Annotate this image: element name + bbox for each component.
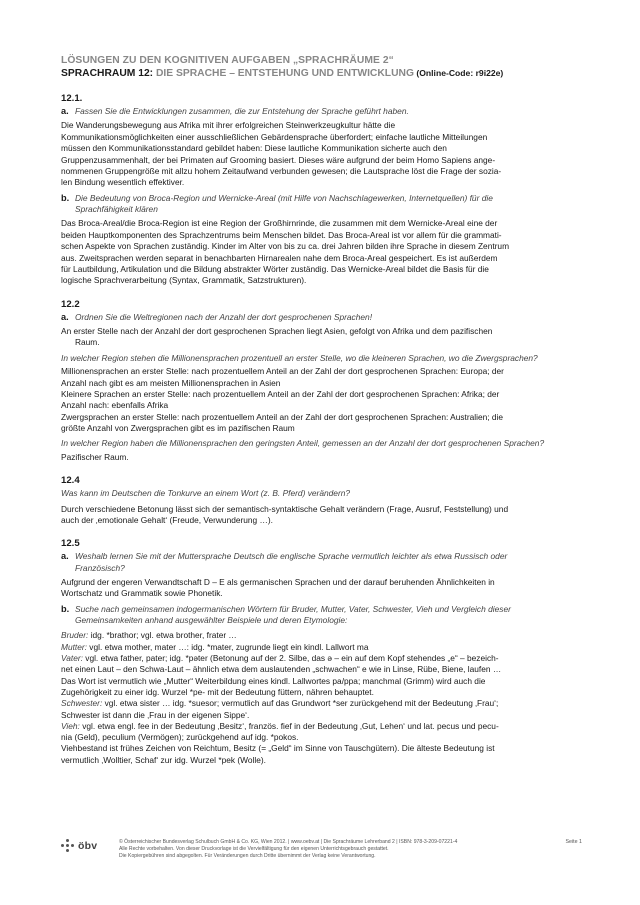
etymology-line [61,630,579,641]
answer-line: Wortschatz und Grammatik sowie Phonetik. [61,588,223,599]
answer-line: Anzahl nach gibt es am meisten Millionensprachen in Asien [61,377,281,388]
etymology-line [61,676,579,687]
etymology-line [61,732,579,743]
answer-line: Die Wanderungsbewegung aus Afrika mit ihrer erfolgreichen Steinwerkzeugkultur hätte die [61,120,396,131]
task-letter: a. [61,311,69,322]
question-line: Sprachfähigkeit klären [75,204,158,215]
etymology-text: Das Wort ist vermutlich wie „Mutter“ Weiterbildung eines kindl. Lallwortes pa/ppa; manchmal (Grimm) wird auch die [61,675,486,686]
copyright-line: Alle Rechte vorbehalten. Von dieser Druckvorlage ist die Vervielfältigung für den eigenen Unterrichtsgebrauch gestattet. [119,846,389,853]
publisher-dots-icon [61,839,74,852]
etymology-text: vermutlich ‚Wolltier, Schaf‘ zur idg. Wurzel *pek (Wolle). [61,754,266,765]
subtitle-prefix: SPRACHRAUM 12: [61,68,154,79]
etymology-text: vgl. etwa engl. fee in der Bedeutung ‚Besitz‘, französ. fief in der Bedeutung ‚Gut, Lehen‘ und lat. pecus und pecu- [79,720,499,731]
etymology-list [61,630,579,766]
etymology-text: vgl. etwa mother, mater …: idg. *mater, zugrunde liegt ein kindl. Lallwort ma [86,641,369,652]
copyright-notice [119,839,552,861]
answer-line: logische Sprachverarbeitung (Syntax, Grammatik, Satzstrukturen). [61,275,307,286]
etymology-line [61,721,579,732]
answer-line: Millionensprachen an erster Stelle: nach prozentuellem Anteil an der Zahl der dort gesprochenen Sprachen: Europa; der [61,366,504,377]
etymology-line [61,664,579,675]
etymology-text: Schwester ist dann die ‚Frau in der eigenen Sippe‘. [61,709,250,720]
etymology-line [61,698,579,709]
answer-line: Kommunikationsmöglichkeiten einer ausschließlichen Gebärdensprache überfordert; einfache lautliche Mitteilungen [61,131,488,142]
task-question: Fassen Sie die Entwicklungen zusammen, die zur Entstehung der Sprache geführt haben. [75,106,409,116]
online-code: (Online-Code: r9i22e) [413,68,504,78]
etymology-text: idg. *brathor; vgl. etwa brother, frater … [88,630,237,641]
answer-12-1-a [61,120,579,188]
task-letter: a. [61,106,69,116]
answer-line: Raum. [75,337,100,348]
section-number-12-2: 12.2 [61,298,80,310]
question-line: Gemeinsamkeiten anhand ausgewählter Beispiele und deren Etymologie: [75,615,348,626]
answer-line: schen Aspekte von Sprachen zuständig. Kinder im Alter von bis zu ca. drei Jahren bilden ihre Sprache in diesem Zentrum [61,241,510,252]
copyright-line: © Österreichischer Bundesverlag Schulbuch GmbH & Co. KG, Wien 2012. | www.oebv.at | Die Sprachräume Lehrerband 2 | ISBN: 978-3-209-07221-4 [119,839,458,845]
etymology-text: net einen Laut – den Schwa-Laut – ähnlich etwa dem auslautenden „schwachen“ e wie in Linse, Rübe, Biene, laufen … [61,664,502,675]
answer-line: len Bindung wesentlich effektiver. [61,177,185,188]
question-line: Suche nach gemeinsamen indogermanischen Wörtern für Bruder, Mutter, Vater, Schwester, Vieh und Vergleich dieser [75,603,511,614]
answer-line: nommenen Gruppengröße mit allzu hohem Zeitaufwand verbunden gewesen; die Lautsprache löst die Frage der sozia- [61,165,502,176]
section-number-12-1: 12.1. [61,93,83,104]
etymology-term: Vater: [61,653,83,664]
task-letter: a. [61,551,69,562]
etymology-term: Vieh: [61,720,80,731]
task-12-4: Was kann im Deutschen die Tonkurve an einem Wort (z. B. Pferd) verändern? [61,488,351,499]
task-letter: b. [61,192,70,203]
subtitle-main: DIE SPRACHE – ENTSTEHUNG UND ENTWICKLUNG [153,68,414,79]
etymology-line [61,755,579,766]
answer-line: größte Anzahl von Zwergsprachen gibt es im pazifischen Raum [61,423,295,434]
answer-12-1-b [61,218,579,286]
task-question [75,551,507,574]
publisher-logo-text: öbv [78,839,98,852]
answer-12-2-question-3: Pazifischer Raum. [61,451,129,462]
etymology-line [61,687,579,698]
answer-line: Durch verschiedene Betonung lässt sich der semantisch-syntaktische Gehalt verändern (Frage, Ausruf, Feststellung) und [61,503,509,514]
etymology-term: Mutter: [61,641,87,652]
answer-line: beiden Hauptkomponenten des Sprachzentrums beim Menschen bildet. Das Broca-Areal ist vor allem für die grammati- [61,229,502,240]
task-question [75,193,493,216]
document-subtitle [61,67,579,80]
etymology-text: Viehbestand ist frühes Zeichen von Reichtum, Besitz (= „Geld“ im Sinne von Tauschgütern). Die älteste Bedeutung ist [61,743,495,754]
etymology-line [61,642,579,653]
answer-12-2-a [61,326,579,349]
copyright-line: Die Kopiergebühren sind abgegolten. Für Veränderungen durch Dritte übernimmt der Verlag keine Verantwortung. [119,853,376,860]
task-12-1-a [61,106,579,117]
section-number-12-5: 12.5 [61,538,80,550]
question-line: Französisch? [75,562,125,573]
task-question: Ordnen Sie die Weltregionen nach der Anzahl der dort gesprochenen Sprachen! [75,311,373,322]
etymology-text: vgl. etwa father, pater; idg. *pǝter (Betonung auf der 2. Silbe, das ǝ – ein auf dem Kopf stehendes „e“ – bezeich- [82,653,499,664]
etymology-term: Bruder: [61,630,89,641]
answer-line: Gruppenzusammenhalt, der bei Primaten auf Grooming basiert. Dieses wäre aufgrund der beim Homo Sapiens ange- [61,154,496,165]
answer-line: Das Broca-Areal/die Broca-Region ist eine Region der Großhirnrinde, die zusammen mit dem Wernicke-Areal eine der [61,218,498,229]
task-12-2-a [61,312,579,323]
answer-line: müssen den Kommunikationsstandard gebildet haben: Diese lautliche Kommunikation sicherte auch den [61,143,447,154]
task-12-2-question-3: In welcher Region haben die Millionensprachen den geringsten Anteil, gemessen an der Anzahl der dort gesprochenen Sprachen? [61,437,545,448]
task-12-2-question-2: In welcher Region stehen die Millionensprachen prozentuell an erster Stelle, wo die kleineren Sprachen, wo die Zwergsprachen? [61,352,538,363]
document-title: LÖSUNGEN ZU DEN KOGNITIVEN AUFGABEN „SPRACHRÄUME 2“ [61,55,394,66]
task-letter: b. [61,603,70,614]
answer-line: auch der ‚emotionale Gehalt‘ (Freude, Verwunderung …). [61,515,273,526]
answer-line: Kleinere Sprachen an erster Stelle: nach prozentuellem Anteil an der Zahl der dort gesprochenen Sprachen: Afrika; der [61,388,500,399]
etymology-text: Zugehörigkeit zu einer idg. Wurzel *pe- mit der Bedeutung füttern, nähren behauptet. [61,686,374,697]
etymology-line [61,710,579,721]
answer-12-5-a [61,577,579,600]
etymology-line [61,653,579,664]
answer-line: An erster Stelle nach der Anzahl der dort gesprochenen Sprachen liegt Asien, gefolgt von Afrika und dem pazifischen [61,326,493,337]
page-number: Seite 1 [565,839,582,845]
task-12-5-a [61,551,579,574]
task-12-5-b [61,604,579,627]
publisher-logo [61,839,119,852]
etymology-term: Schwester: [61,698,103,709]
question-line: Die Bedeutung von Broca-Region und Wernicke-Areal (mit Hilfe von Nachschlagewerken, Internetquellen) für die [75,192,493,203]
etymology-text: vgl. etwa sister … idg. *suesor; vermutlich auf das Grundwort *ser zurückgehend mit der Bedeutung ‚Frau‘; [102,698,499,709]
etymology-line [61,743,579,754]
answer-line: Aufgrund der engeren Verwandtschaft D – E als germanischen Sprachen und der darauf beruhenden Ähnlichkeiten in [61,577,495,588]
answer-12-2-question-2 [61,366,579,434]
answer-line: für Lautbildung, Artikulation und die Bildung abstrakter Wörter zuständig. Das Wernicke-Areal bildet die Basis für die [61,263,489,274]
section-number-12-4: 12.4 [61,475,80,487]
etymology-text: nia (Geld), peculium (Vermögen); zurückgehend auf idg. *pokos. [61,732,299,743]
answer-line: Zwergsprachen an erster Stelle: nach prozentuellem Anteil an der Zahl der dort gesprochenen Sprachen: Australien; die [61,411,504,422]
answer-12-4 [61,504,579,527]
question-line: Weshalb lernen Sie mit der Muttersprache Deutsch die englische Sprache vermutlich leichter als etwa Russisch oder [75,551,508,562]
page-footer [61,839,582,861]
task-question [75,604,511,627]
task-12-1-b [61,193,579,216]
answer-line: Anzahl nach: ebenfalls Afrika [61,400,169,411]
answer-line: aus. Zweitsprachen werden separat in benachbarten Hirnarealen nahe dem Broca-Areal gespeichert. Es ist außerdem [61,252,498,263]
